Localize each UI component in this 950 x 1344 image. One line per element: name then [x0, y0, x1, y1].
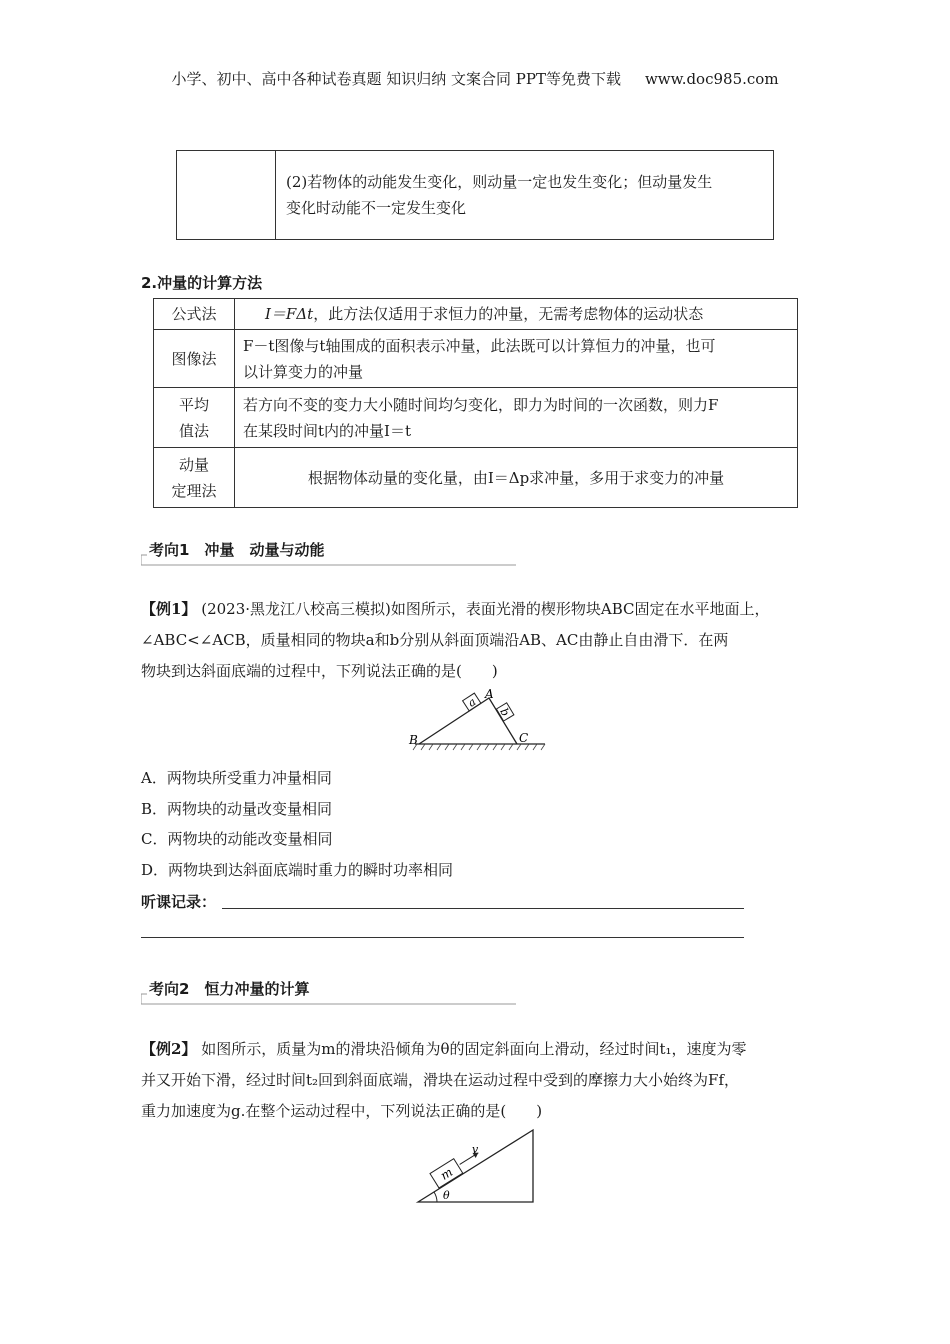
section-title: 2.冲量的计算方法 [141, 274, 263, 292]
method-name: 公式法 [154, 299, 235, 330]
example1-text: 【例1】 (2023·黑龙江八校高三模拟)如图所示，表面光滑的楔形物块ABC固定在水平地面上， ∠ABC<∠ACB，质量相同的物块a和b分别从斜面顶端沿AB、AC由静止自由滑下．在两 物块到达斜面底端的过程中，下列说法正确的是( ) [141, 600, 770, 680]
method-desc: I＝FΔt，此方法仅适用于求恒力的冲量，无需考虑物体的运动状态 [235, 299, 798, 330]
header-text: 小学、初中、高中各种试卷真题 知识归纳 文案合同 PPT等免费下载 [171, 70, 621, 88]
notes-line[interactable] [141, 937, 744, 938]
topic-banner [141, 537, 516, 559]
method-name: 图像法 [154, 330, 235, 388]
method-desc: F－t图像与t轴围成的面积表示冲量，此法既可以计算恒力的冲量，也可 以计算变力的冲量 [235, 330, 798, 388]
table-row [154, 388, 798, 448]
header-url: www.doc985.com [644, 70, 779, 88]
vertex-b-label: B [409, 733, 418, 747]
option-d: D．两物块到达斜面底端时重力的瞬时功率相同 [141, 861, 454, 879]
velocity-v-label: v [472, 1143, 479, 1156]
empty-cell [177, 151, 276, 240]
notes-line[interactable] [222, 908, 744, 909]
topic-title: 考向1 冲量 动量与动能 [149, 541, 325, 559]
method-name: 动量 定理法 [154, 448, 235, 508]
table-row [154, 299, 798, 330]
topic-title: 考向2 恒力冲量的计算 [149, 980, 310, 998]
method-desc: 根据物体动量的变化量，由I＝Δp求冲量，多用于求变力的冲量 [235, 448, 798, 508]
example-label: 【例2】 [141, 1040, 197, 1058]
block-a-label: a [465, 695, 479, 710]
table-row [154, 448, 798, 508]
topic-banner [141, 976, 516, 998]
table-row [154, 330, 798, 388]
option-b: B．两物块的动量改变量相同 [141, 800, 333, 818]
method-name: 平均 值法 [154, 388, 235, 448]
example2-text: 【例2】 如图所示，质量为m的滑块沿倾角为θ的固定斜面向上滑动，经过时间t₁，速度为零 并又开始下滑，经过时间t₂回到斜面底端，滑块在运动过程中受到的摩擦力大小始终为Ff， 重力加速度为g.在整个运动过程中，下列说法正确的是( ) [141, 1040, 747, 1120]
block-b-label: b [497, 705, 513, 719]
block-m-label: m [438, 1164, 456, 1183]
vertex-a-label: A [485, 688, 494, 701]
page-header [0, 68, 950, 89]
method-desc: 若方向不变的变力大小随时间均匀变化，即力为时间的一次函数，则力F 在某段时间t内的冲量I＝t [235, 388, 798, 448]
row-text-line2: 变化时动能不一定发生变化 [286, 199, 467, 217]
notes-label: 听课记录： [141, 893, 217, 911]
incline-figure [415, 1126, 540, 1206]
angle-theta-label: θ [443, 1189, 450, 1202]
table-continuation [176, 150, 774, 240]
wedge-figure [405, 688, 555, 752]
option-c: C．两物块的动能改变量相同 [141, 830, 333, 848]
option-a: A．两物块所受重力冲量相同 [141, 769, 332, 787]
vertex-c-label: C [519, 731, 529, 745]
row-text-line1: (2)若物体的动能发生变化，则动量一定也发生变化；但动量发生 [286, 173, 713, 191]
example-label: 【例1】 [141, 600, 197, 618]
formula: I＝FΔt [265, 305, 314, 323]
methods-table [153, 298, 798, 508]
text-cell [276, 151, 774, 240]
